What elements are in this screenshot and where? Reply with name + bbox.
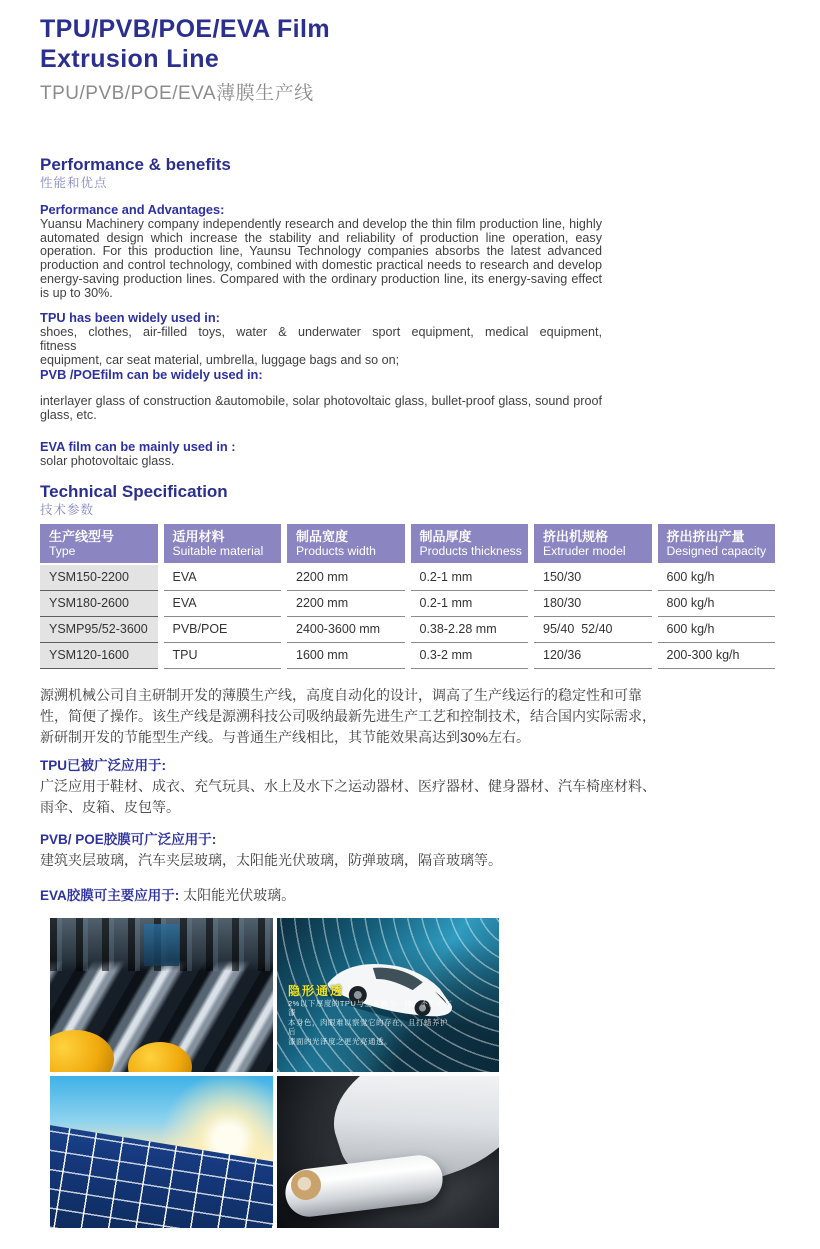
cell-capacity: 800 kg/h [658,591,776,617]
table-header-capacity [658,524,776,563]
cell-material: EVA [164,565,282,591]
page-title-line2: Extrusion Line [40,45,220,73]
header-cn: 适用材料 [172,529,225,545]
header-cn: 生产线型号 [49,529,115,545]
specification-heading-chinese: 技术参数 [40,503,95,518]
tpu-usage-line1: shoes, clothes, air-filled toys, water & underwater sport equipment, medical equipment, [40,325,602,340]
pvb-usage-paragraph: interlayer glass of construction &automobile, solar photovoltaic glass, bullet-proof glass, sound proof glass, etc. [40,394,602,423]
car-caption-line: 2%以下厚度的TPU与爱车融为一体，不影响车漆 [288,998,453,1018]
car-caption-line: 本身色，肉眼难以察觉它的存在，且打蜡养护后 [288,1017,448,1037]
cell-capacity: 600 kg/h [658,617,776,643]
cell-width: 1600 mm [287,643,405,669]
header-cn: 制品宽度 [296,529,349,545]
tpu-usage-label: TPU has been widely used in: [40,310,220,326]
header-en: Suitable material [172,544,264,559]
chinese-tpu-text: 广泛应用于鞋材、成衣、充气玩具、水上及水下之运动器材、医疗器材、健身器材、汽车椅座材料、雨伞、皮箱、皮包等。 [40,778,656,816]
cell-material: EVA [164,591,282,617]
table-header-thickness [411,524,529,563]
header-en: Designed capacity [666,544,767,559]
chinese-eva-text: 太阳能光伏玻璃。 [179,887,296,904]
performance-body [40,202,602,468]
page-header [40,14,775,105]
eva-usage-label: EVA film can be mainly used in : [40,438,236,454]
header-cn: 挤出挤出产量 [666,529,745,545]
cell-material: PVB/POE [164,617,282,643]
cell-thickness: 0.3-2 mm [411,643,529,669]
cell-type: YSM150-2200 [40,565,158,591]
table-header-row [40,524,775,563]
table-row [40,643,775,669]
cell-extruder: 150/30 [534,565,652,591]
photo-solar-panels [50,1076,273,1228]
cell-thickness: 0.2-1 mm [411,591,529,617]
header-en: Type [49,544,76,559]
cell-width: 2400-3600 mm [287,617,405,643]
section-performance [40,155,775,468]
specification-table [40,524,775,669]
photo-film-roll-production-line [50,918,273,1072]
solar-panel-grid-graphic [50,1076,273,1228]
cell-capacity: 200-300 kg/h [658,643,776,669]
cell-width: 2200 mm [287,591,405,617]
chinese-pvb-text: 建筑夹层玻璃，汽车夹层玻璃，太阳能光伏玻璃，防弹玻璃，隔音玻璃等。 [40,852,502,869]
factory-machinery-graphic [50,918,273,970]
photo-gallery [50,918,501,1228]
cell-extruder: 120/36 [534,643,652,669]
advantages-paragraph: Yuansu Machinery company independently research and develop the thin film production line, highly automated design which increase the stability and reliability of production line operation, easy operation. For this production line, Yaunsu Technology companies absorbs the latest advanced production and control technology, combined with domestic practical needs to research and develop energy-saving production lines. Compared with the ordinary production line, its energy-saving effect is up to 30%. [40,217,602,300]
header-en: Extruder model [543,544,626,559]
photo-car-protection-film [277,918,499,1072]
advantages-label: Performance and Advantages: [40,202,225,217]
header-cn: 挤出机规格 [543,529,609,545]
eva-usage-text: solar photovoltaic glass. [40,453,175,468]
header-en: Products width [296,544,376,559]
chinese-eva-line [40,885,668,906]
section-chinese-description [40,685,668,906]
table-header-width [287,524,405,563]
header-cn: 制品厚度 [419,529,472,545]
table-row [40,565,775,591]
table-row [40,617,775,643]
table-header-extruder [534,524,652,563]
chinese-eva-label: EVA胶膜可主要应用于: [40,888,180,904]
performance-heading-chinese: 性能和优点 [40,176,108,190]
chinese-pvb-label: PVB/ POE胶膜可广泛应用于: [40,832,217,848]
tpu-usage-line3: equipment, car seat material, umbrella, luggage bags and so on; [40,352,400,367]
page-title [40,14,775,74]
cell-material: TPU [164,643,282,669]
chinese-tpu-label: TPU已被广泛应用于: [40,758,166,774]
table-header-material [164,524,282,563]
page-subtitle-chinese: TPU/PVB/POE/EVA薄膜生产线 [40,83,314,104]
cell-type: YSM120-1600 [40,643,158,669]
section-specification [40,482,775,669]
photo-white-film-roll [277,1076,499,1228]
table-row [40,591,775,617]
car-caption-title: 隐形通透 [288,983,345,998]
cell-type: YSM180-2600 [40,591,158,617]
car-caption-line: 漆面的光泽度之更光亮通透。 [288,1036,392,1046]
table-header-type [40,524,158,563]
car-photo-caption [288,982,453,1047]
page-title-line1: TPU/PVB/POE/EVA Film [40,15,330,43]
header-en: Products thickness [419,544,522,559]
cell-width: 2200 mm [287,565,405,591]
pvb-usage-label: PVB /POEfilm can be widely used in: [40,367,263,383]
performance-heading: Performance & benefits [40,155,231,174]
cell-capacity: 600 kg/h [658,565,776,591]
table-body [40,565,775,669]
cell-type: YSMP95/52-3600 [40,617,158,643]
cell-thickness: 0.2-1 mm [411,565,529,591]
chinese-intro-paragraph: 源溯机械公司自主研制开发的薄膜生产线，高度自动化的设计，调高了生产线运行的稳定性和可靠性，简便了操作。该生产线是源溯科技公司吸纳最新先进生产工艺和控制技术，结合国内实际需求，新研制开发的节能型生产线。与普通生产线相比，其节能效果高达到30%左右。 [40,687,656,746]
cell-extruder: 95/40 52/40 [534,617,652,643]
specification-heading: Technical Specification [40,482,228,502]
cell-extruder: 180/30 [534,591,652,617]
cell-thickness: 0.38-2.28 mm [411,617,529,643]
tpu-usage-line2: fitness [40,338,77,353]
